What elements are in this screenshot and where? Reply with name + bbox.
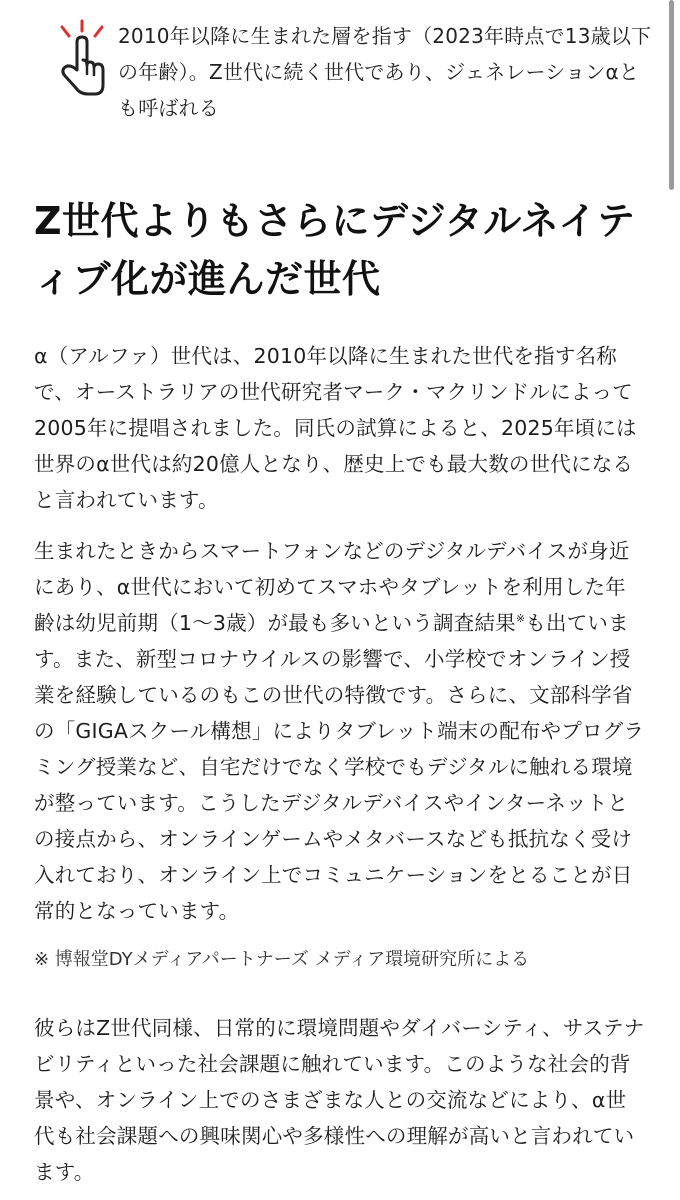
footnote: ※ 博報堂DYメディアパートナーズ メディア環境研究所による xyxy=(34,949,530,970)
paragraph-social-issues: 彼らはZ世代同様、日常的に環境問題やダイバーシティ、サステナビリティといった社会課題に触れています。このような社会的背景や、オンライン上でのさまざまな人との交流などにより、α世代も社会課題への興味関心や多様性への理解が高いと言われています。 xyxy=(34,1016,645,1184)
paragraph-text-before-note: 生まれたときからスマートフォンなどのデジタルデバイスが身近にあり、α世代において初めてスマホやタブレットを利用した年齢は幼児前期（1〜3歳）が最も多いという調査結果 xyxy=(34,539,630,635)
scrollbar-thumb[interactable] xyxy=(669,0,674,190)
footnote-marker: ※ xyxy=(515,612,526,626)
paragraph-intro: α（アルファ）世代は、2010年以降に生まれた世代を指す名称で、オーストラリアの世代研究者マーク・マクリンドルによって2005年に提唱されました。同氏の試算によると、2025年頃には世界のα世代は約20億人となり、歴史上でも最大数の世代になると言われています。 xyxy=(34,344,637,512)
section-heading: Z世代よりもさらにデジタルネイティブ化が進んだ世代 xyxy=(34,199,636,301)
definition-text: 2010年以降に生まれた層を指す（2023年時点で13歳以下の年齢）。Z世代に続く世代であり、ジェネレーションαとも呼ばれる xyxy=(118,24,652,120)
paragraph-text-after-note: も出ています。また、新型コロナウイルスの影響で、小学校でオンライン授業を経験しているのもこの世代の特徴です。さらに、文部科学省の「GIGAスクール構想」によりタブレット端末の配布やプログラミング授業など、自宅だけでなく学校でもデジタルに触れる環境が整っています。こうしたデジタルデバイスやインターネットとの接点から、オンラインゲームやメタバースなども抵抗なく受け入れており、オンライン上でコミュニケーションをとることが日常的となっています。 xyxy=(34,611,645,923)
definition-callout xyxy=(52,18,652,126)
scrollbar[interactable] xyxy=(664,0,680,1200)
pointing-hand-icon xyxy=(52,18,110,98)
paragraph-digital-devices xyxy=(34,533,646,929)
